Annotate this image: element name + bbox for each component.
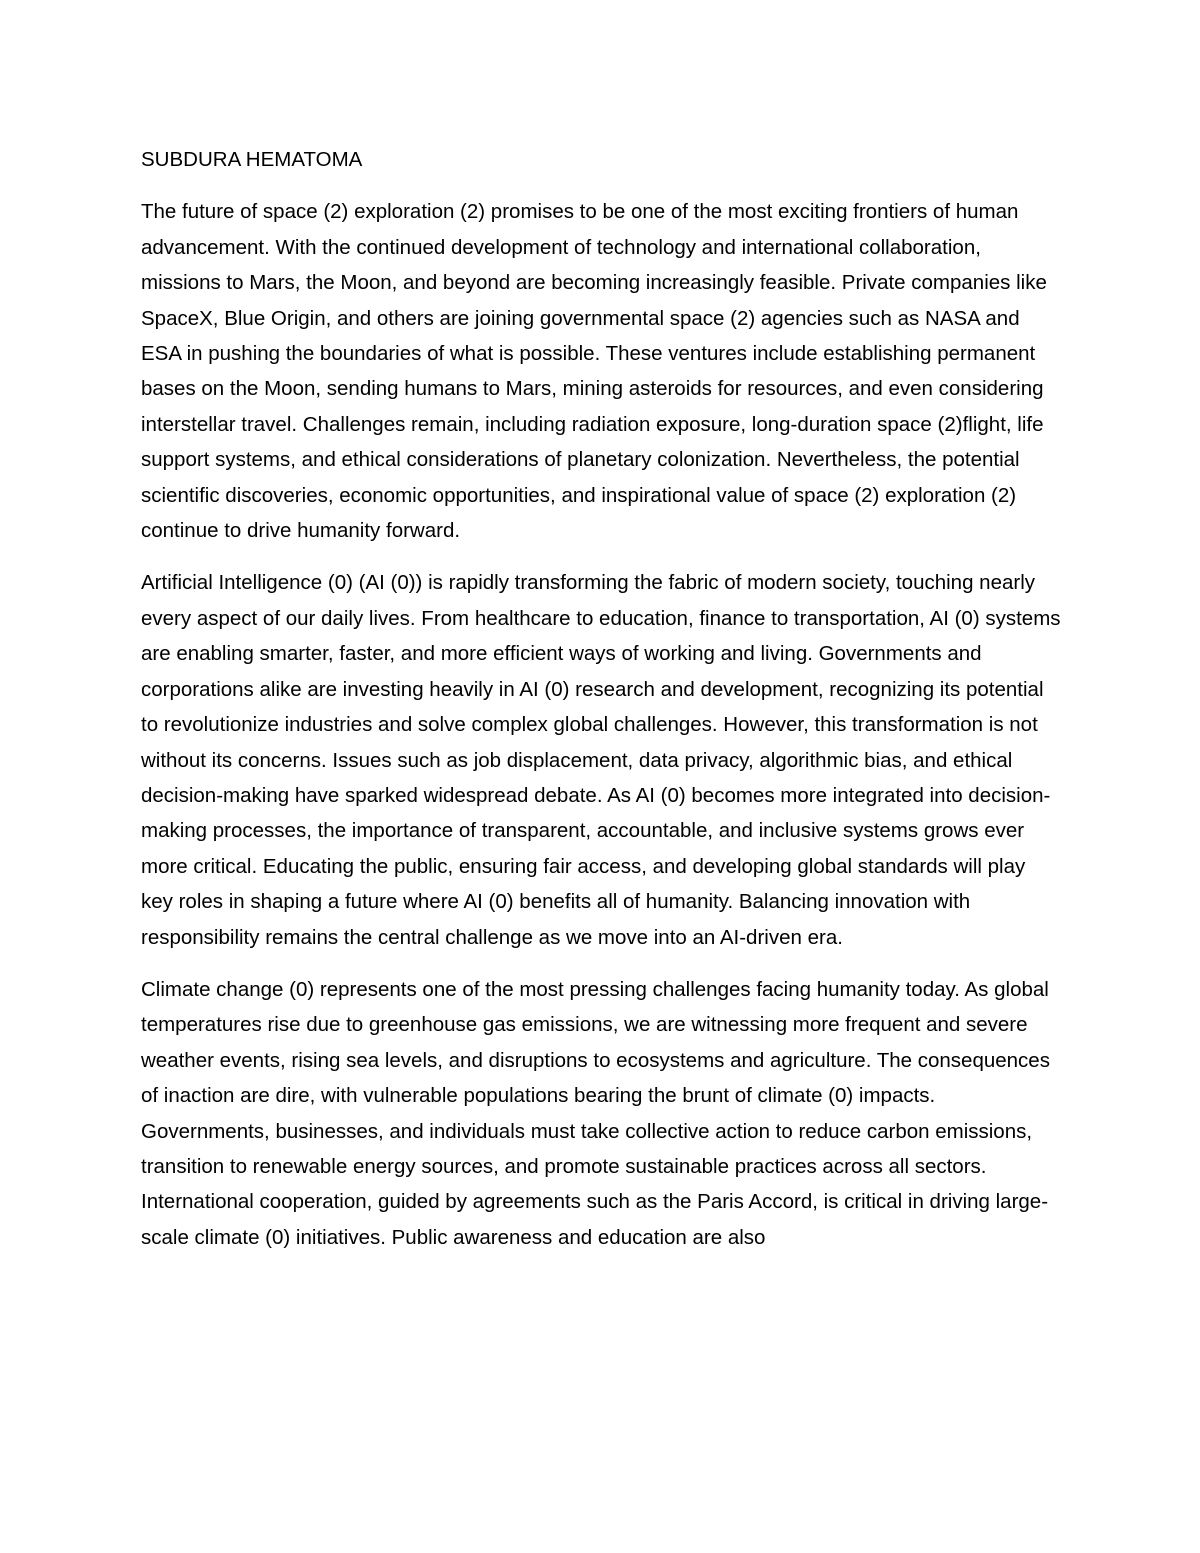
paragraph-artificial-intelligence: Artificial Intelligence (0) (AI (0)) is rapidly transforming the fabric of modern society, touching nearly every aspect of our daily lives. From healthcare to education, finance to transportation, AI (0) systems are enabling smarter, faster, and more efficient ways of working and living. Governments and corporations alike are investing heavily in AI (0) research and development, recognizing its potential to revolutionize industries and solve complex global challenges. However, this transformation is not without its concerns. Issues such as job displacement, data privacy, algorithmic bias, and ethical decision-making have sparked widespread debate. As AI (0) becomes more integrated into decision-making processes, the importance of transparent, accountable, and inclusive systems grows ever more critical. Educating the public, ensuring fair access, and developing global standards will play key roles in shaping a future where AI (0) benefits all of humanity. Balancing innovation with responsibility remains the central challenge as we move into an AI-driven era. xyxy=(141,571,1061,949)
document-body xyxy=(141,142,1061,1272)
paragraph-climate-change: Climate change (0) represents one of the most pressing challenges facing humanity today. As global temperatures rise due to greenhouse gas emissions, we are witnessing more frequent and severe weather events, rising sea levels, and disruptions to ecosystems and agriculture. The consequences of inaction are dire, with vulnerable populations bearing the brunt of climate (0) impacts. Governments, businesses, and individuals must take collective action to reduce carbon emissions, transition to renewable energy sources, and promote sustainable practices across all sectors. International cooperation, guided by agreements such as the Paris Accord, is critical in driving large-scale climate (0) initiatives. Public awareness and education are also xyxy=(141,977,1050,1249)
paragraph-space-exploration: The future of space (2) exploration (2) promises to be one of the most exciting frontiers of human advancement. With the continued development of technology and international collaboration, missions to Mars, the Moon, and beyond are becoming increasingly feasible. Private companies like SpaceX, Blue Origin, and others are joining governmental space (2) agencies such as NASA and ESA in pushing the boundaries of what is possible. These ventures include establishing permanent bases on the Moon, sending humans to Mars, mining asteroids for resources, and even considering interstellar travel. Challenges remain, including radiation exposure, long-duration space (2)flight, life support systems, and ethical considerations of planetary colonization. Nevertheless, the potential scientific discoveries, economic opportunities, and inspirational value of space (2) exploration (2) continue to drive humanity forward. xyxy=(141,200,1047,543)
document-title: SUBDURA HEMATOMA xyxy=(141,148,363,171)
